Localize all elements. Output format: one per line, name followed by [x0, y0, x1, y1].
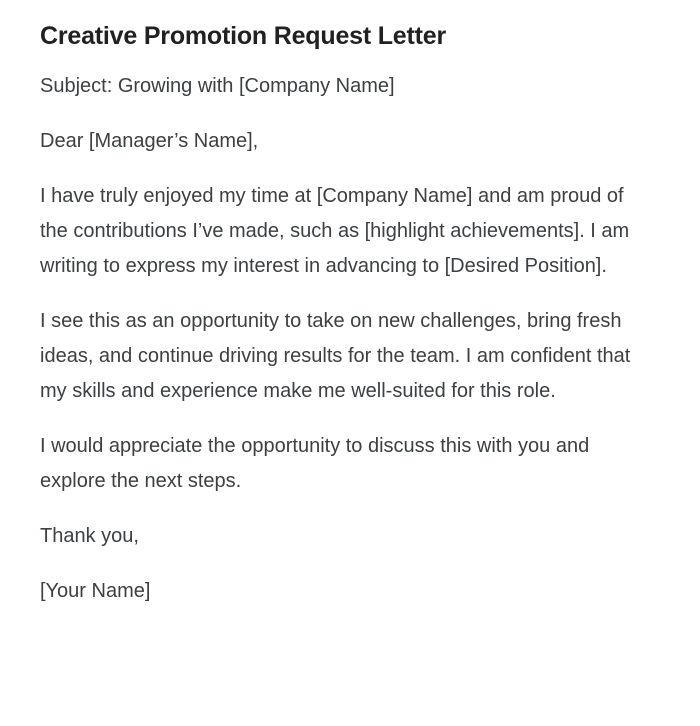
salutation: Dear [Manager’s Name], — [40, 130, 259, 152]
letter-paragraph-intro: I have truly enjoyed my time at [Company Name] and am proud of the contributions I’ve made, such as [highlight achievements]. I am writing to express my interest in advancing to [Desired Position]. — [40, 185, 630, 277]
signature-placeholder: [Your Name] — [40, 580, 151, 602]
letter-paragraph-request: I would appreciate the opportunity to discuss this with you and explore the next steps. — [40, 435, 590, 492]
closing-line: Thank you, — [40, 525, 139, 547]
letter-title: Creative Promotion Request Letter — [40, 22, 446, 50]
letter-paragraph-opportunity: I see this as an opportunity to take on new challenges, bring fresh ideas, and continue driving results for the team. I am confident that my skills and experience make me well-suited for this role. — [40, 310, 631, 402]
subject-line: Subject: Growing with [Company Name] — [40, 75, 395, 97]
